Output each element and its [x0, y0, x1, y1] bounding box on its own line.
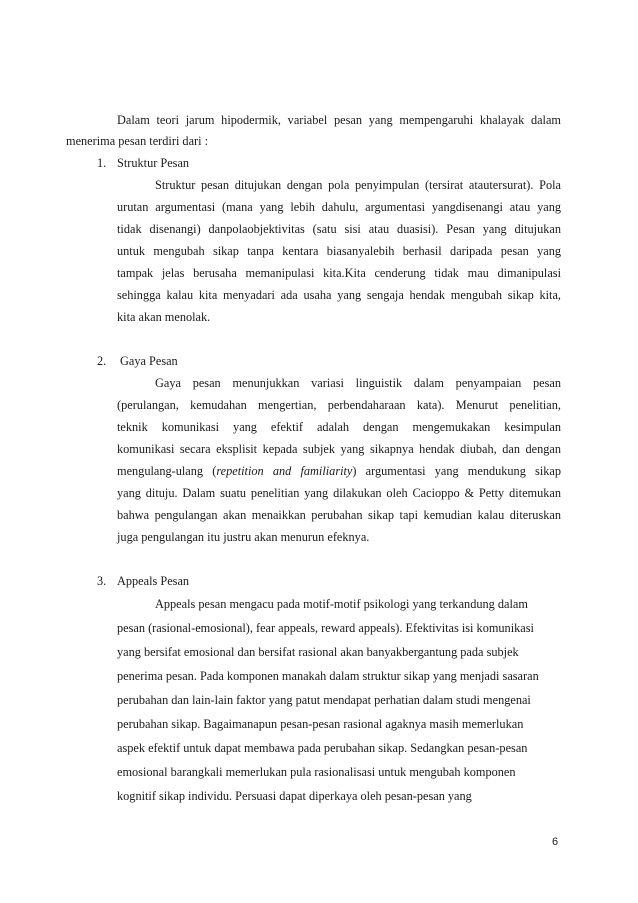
section-3-line: yang bersifat emosional dan bersifat rasional akan banyakbergantung pada subjek: [117, 645, 519, 659]
section-3-line: kognitif sikap individu. Persuasi dapat diperkaya oleh pesan-pesan yang: [117, 789, 472, 803]
section-3-line: aspek efektif untuk dapat membawa pada perubahan sikap. Sedangkan pesan-pesan: [117, 741, 528, 755]
section-2-italic-term: repetition and familiarity: [216, 464, 353, 478]
intro-line-1: Dalam teori jarum hipodermik, variabel pesan yang mempengaruhi khalayak dalam: [117, 113, 561, 127]
section-2-number: 2.: [97, 354, 107, 368]
section-3-line: perubahan dan lain-lain faktor yang patut mendapat perhatian dalam studi mengenai: [117, 693, 531, 707]
page-number: 6: [552, 836, 559, 848]
section-3-line: emosional barangkali memerlukan pula rasionalisasi untuk mengubah komponen: [117, 765, 516, 779]
section-1-heading: Struktur Pesan: [117, 156, 190, 170]
section-2-line: juga pengulangan itu justru akan menurun efeknya.: [117, 530, 370, 544]
section-3-line: Appeals pesan mengacu pada motif-motif psikologi yang terkandung dalam: [155, 597, 528, 611]
section-2-text: mengulang-ulang (: [117, 464, 217, 478]
section-3-line: penerima pesan. Pada komponen manakah dalam struktur sikap yang menjadi sasaran: [117, 669, 539, 683]
section-1-line: urutan argumentasi (mana yang lebih dahulu, argumentasi yangdisenangi atau yang: [117, 200, 561, 214]
section-2-line: yang dituju. Dalam suatu penelitian yang dilakukan oleh Cacioppo & Petty ditemukan: [117, 486, 561, 500]
section-2-line: komunikasi secara eksplisit kepada subjek yang sikapnya hendak diubah, dan dengan: [117, 442, 561, 456]
section-2-text: ) argumentasi yang mendukung sikap: [352, 464, 561, 478]
section-2-heading: Gaya Pesan: [120, 354, 178, 368]
section-1-line: untuk mengubah sikap tanpa kentara biasanyalebih berhasil daripada pesan yang: [117, 244, 561, 258]
section-2-line: (perulangan, kemudahan mengertian, perbendaharaan kata). Menurut penelitian,: [117, 398, 561, 412]
section-3-heading: Appeals Pesan: [117, 574, 190, 588]
section-3-line: perubahan sikap. Bagaimanapun pesan-pesan rasional agaknya masih memerlukan: [117, 717, 524, 731]
section-2-line: teknik komunikasi yang efektif adalah dengan mengemukakan kesimpulan: [117, 420, 561, 434]
section-3-number: 3.: [97, 574, 107, 588]
section-1-line: kita akan menolak.: [117, 310, 211, 324]
section-2-line: Gaya pesan menunjukkan variasi linguistik dalam penyampaian pesan: [155, 376, 561, 390]
intro-line-2: menerima pesan terdiri dari :: [66, 134, 209, 148]
section-3-line: pesan (rasional-emosional), fear appeals, reward appeals). Efektivitas isi komunikasi: [117, 621, 534, 635]
section-1-line: sehingga kalau kita menyadari ada usaha yang sengaja hendak mengubah sikap kita,: [117, 288, 561, 302]
section-1-line: tampak jelas berusaha memanipulasi kita.Kita cenderung tidak mau dimanipulasi: [117, 266, 561, 280]
section-1-line: Struktur pesan ditujukan dengan pola penyimpulan (tersirat atautersurat). Pola: [155, 178, 561, 192]
section-2-line: bahwa pengulangan akan menaikkan perubahan sikap tapi kemudian kalau diteruskan: [117, 508, 561, 522]
section-1-line: tidak disenangi) danpolaobjektivitas (satu sisi atau duasisi). Pesan yang ditujukan: [117, 222, 561, 236]
section-2-line-mixed: [117, 463, 561, 479]
section-1-number: 1.: [97, 156, 107, 170]
